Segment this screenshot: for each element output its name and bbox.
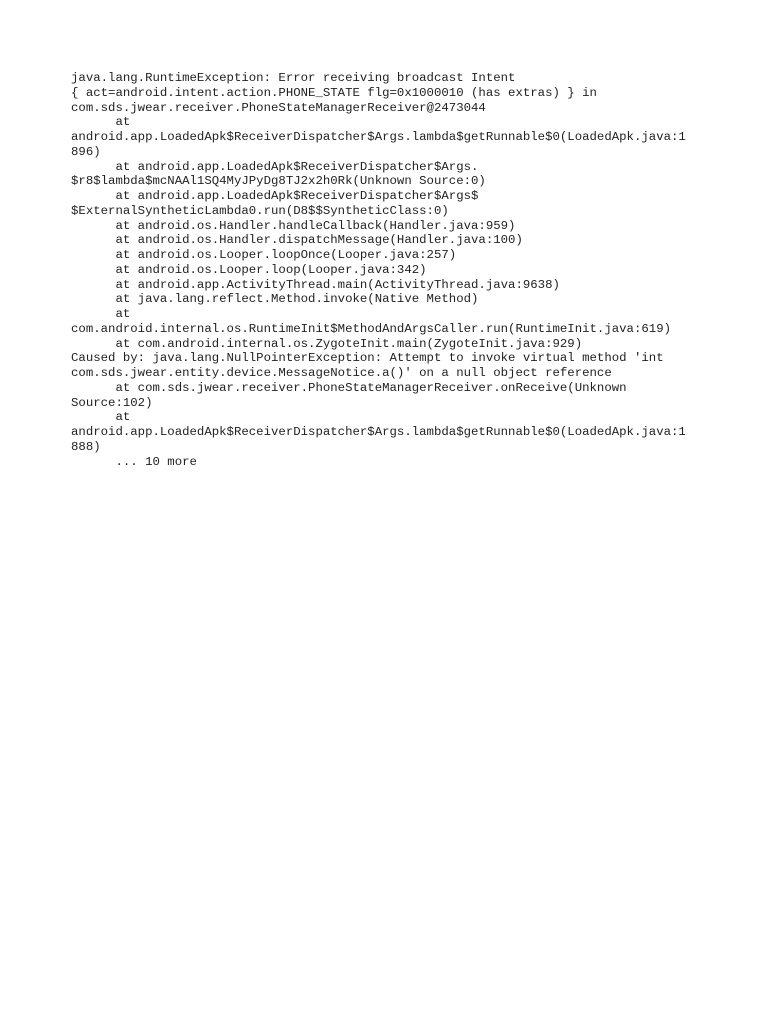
stack-frame-line: $r8$lambda$mcNAAl1SQ4MyJPyDg8TJ2x2h0Rk(Unknown Source:0) — [71, 174, 486, 189]
stack-frame-line: at — [71, 115, 131, 130]
receiver-line: com.sds.jwear.receiver.PhoneStateManagerReceiver@2473044 — [71, 100, 486, 115]
stack-frame-line: at android.os.Handler.dispatchMessage(Handler.java:100) — [71, 233, 523, 248]
stack-frame-line: at — [71, 307, 131, 321]
stack-frame-line: at com.android.internal.os.ZygoteInit.main(ZygoteInit.java:929) — [71, 336, 583, 351]
more-frames-line: ... 10 more — [71, 454, 197, 469]
stack-frame-line: at android.os.Looper.loopOnce(Looper.java:257) — [71, 248, 457, 262]
stack-frame-line: at com.sds.jwear.receiver.PhoneStateManagerReceiver.onReceive(Unknown — [71, 380, 627, 395]
caused-by-detail-line: com.sds.jwear.entity.device.MessageNotice.a()' on a null object reference — [71, 366, 612, 380]
stack-frame-line: at java.lang.reflect.Method.invoke(Native Method) — [71, 292, 479, 307]
stack-trace-document — [71, 71, 711, 469]
stack-frame-line: at android.app.ActivityThread.main(ActivityThread.java:9638) — [71, 277, 560, 292]
stack-frame-line: Source:102) — [71, 395, 153, 410]
stack-frame-line: $ExternalSyntheticLambda0.run(D8$$SyntheticClass:0) — [71, 203, 449, 218]
stack-frame-line: at android.os.Handler.handleCallback(Handler.java:959) — [71, 218, 516, 233]
stack-frame-line: at android.app.LoadedApk$ReceiverDispatcher$Args. — [71, 159, 479, 174]
stack-frame-line: at — [71, 410, 131, 425]
stack-frame-line: android.app.LoadedApk$ReceiverDispatcher$Args.lambda$getRunnable$0(LoadedApk.java:1 — [71, 425, 686, 439]
stack-frame-line: 896) — [71, 144, 101, 159]
caused-by-line: Caused by: java.lang.NullPointerException: Attempt to invoke virtual method 'int — [71, 351, 664, 366]
intent-details-line: { act=android.intent.action.PHONE_STATE flg=0x1000010 (has extras) } in — [71, 85, 597, 100]
stack-frame-line: com.android.internal.os.RuntimeInit$MethodAndArgsCaller.run(RuntimeInit.java:619) — [71, 321, 672, 336]
stack-frame-line: 888) — [71, 439, 101, 454]
exception-header-line: java.lang.RuntimeException: Error receiving broadcast Intent — [71, 71, 516, 85]
stack-frame-line: android.app.LoadedApk$ReceiverDispatcher$Args.lambda$getRunnable$0(LoadedApk.java:1 — [71, 130, 686, 144]
stack-frame-line: at android.app.LoadedApk$ReceiverDispatcher$Args$ — [71, 189, 479, 203]
stack-frame-line: at android.os.Looper.loop(Looper.java:342) — [71, 262, 427, 277]
